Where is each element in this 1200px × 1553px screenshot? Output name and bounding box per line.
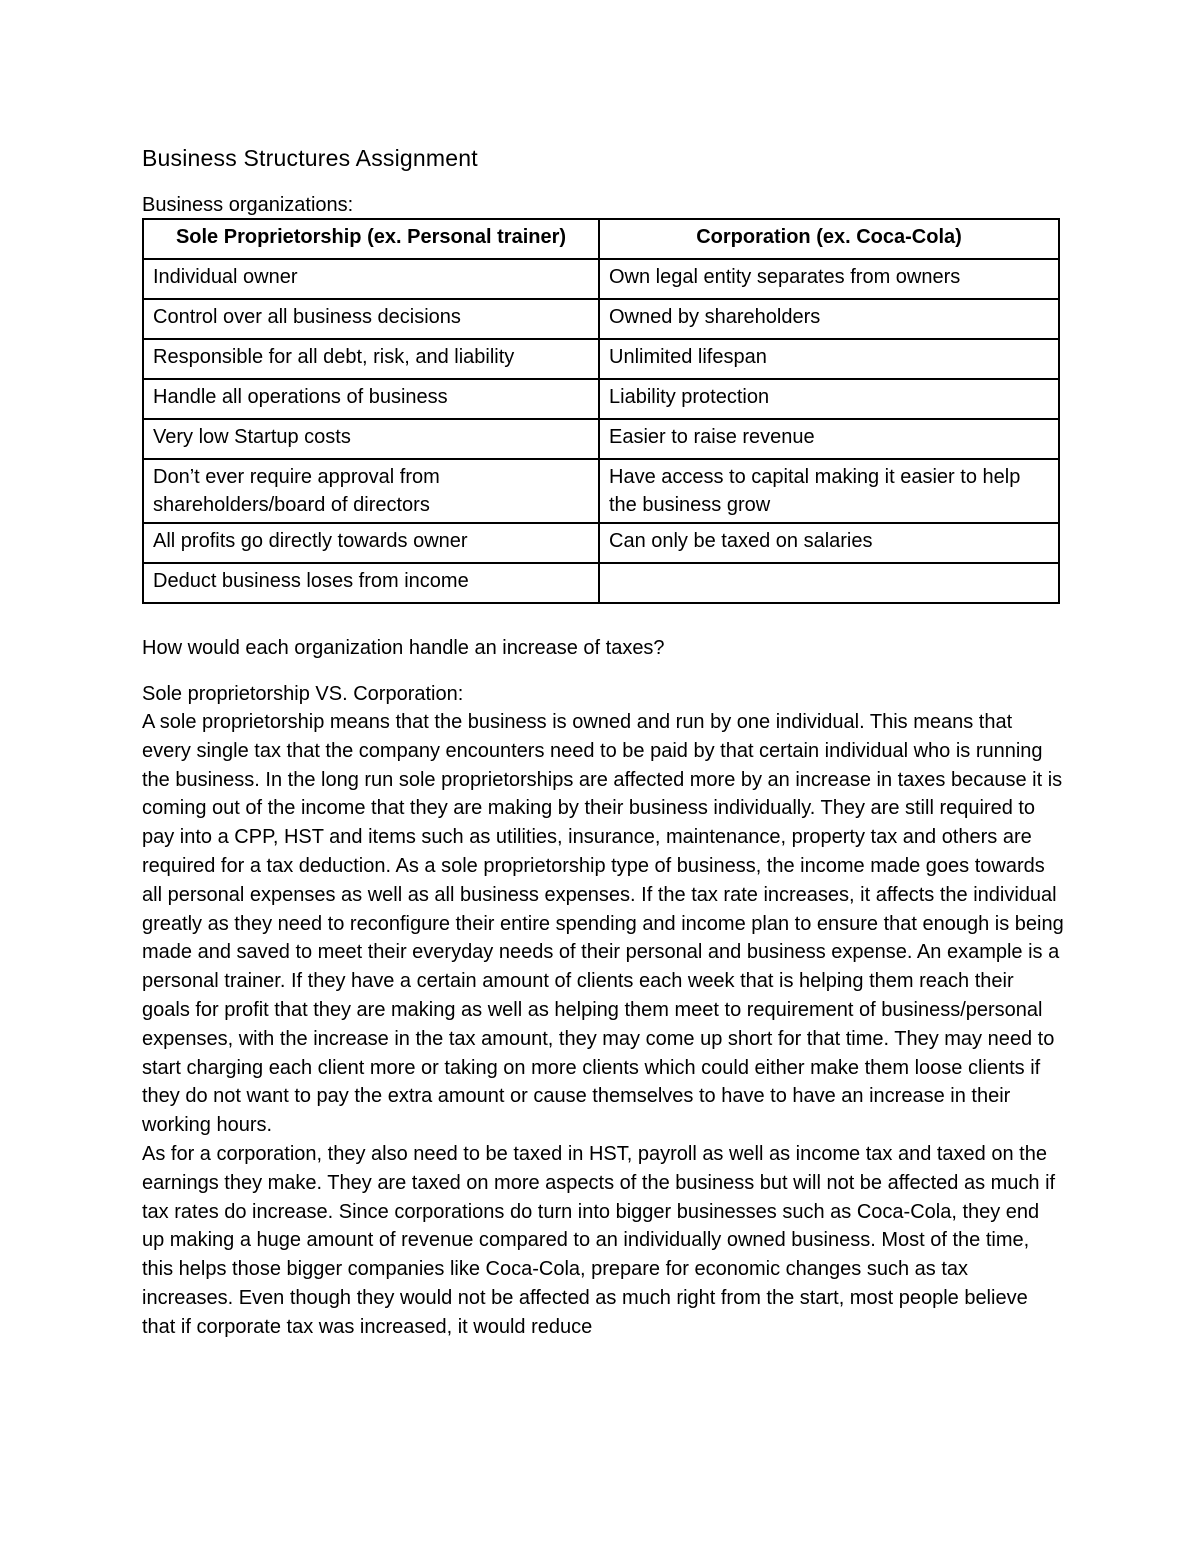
table-row: [143, 459, 1059, 523]
column-header-corporation: Corporation (ex. Coca-Cola): [599, 219, 1059, 259]
table-row: [143, 299, 1059, 339]
table-row: [143, 379, 1059, 419]
table-cell: Owned by shareholders: [599, 299, 1059, 339]
table-cell: Handle all operations of business: [143, 379, 599, 419]
table-cell: Unlimited lifespan: [599, 339, 1059, 379]
section-label: Business organizations:: [142, 194, 354, 216]
table-cell: Very low Startup costs: [143, 419, 599, 459]
table-row: [143, 419, 1059, 459]
comparison-table: [142, 218, 1060, 604]
table-cell: Deduct business loses from income: [143, 563, 599, 603]
table-row: [143, 259, 1059, 299]
comparison-subheading: Sole proprietorship VS. Corporation:: [142, 683, 464, 705]
table-cell: Don’t ever require approval from shareholders/board of directors: [143, 459, 599, 523]
table-header-row: [143, 219, 1059, 259]
column-header-sole-proprietorship: Sole Proprietorship (ex. Personal trainer): [143, 219, 599, 259]
table-cell: Responsible for all debt, risk, and liability: [143, 339, 599, 379]
table-cell: Control over all business decisions: [143, 299, 599, 339]
table-cell: Own legal entity separates from owners: [599, 259, 1059, 299]
paragraph-corporation: As for a corporation, they also need to be taxed in HST, payroll as well as income tax and taxed on the earnings they make. They are taxed on more aspects of the business but will not be affected as much if tax rates do increase. Since corporations do turn into bigger businesses such as Coca-Cola, they end up making a huge amount of revenue compared to an individually owned business. Most of the time, this helps those bigger companies like Coca-Cola, prepare for economic changes such as tax increases. Even though they would not be affected as much right from the start, most people believe that if corporate tax was increased, it would reduce: [142, 1142, 1056, 1338]
table-cell: All profits go directly towards owner: [143, 523, 599, 563]
question-text: How would each organization handle an increase of taxes?: [142, 637, 665, 659]
table-row: [143, 339, 1059, 379]
paragraph-sole-proprietorship: A sole proprietorship means that the business is owned and run by one individual. This means that every single tax that the company encounters need to be paid by that certain individual who is running the business. In the long run sole proprietorships are affected more by an increase in taxes because it is coming out of the income that they are making by their business individually. They are still required to pay into a CPP, HST and items such as utilities, insurance, maintenance, property tax and others are required for a tax deduction. As a sole proprietorship type of business, the income made goes towards all personal expenses as well as all business expenses. If the tax rate increases, it affects the individual greatly as they need to reconfigure their entire spending and income plan to ensure that enough is being made and saved to meet their everyday needs of their personal and business expense. An example is a personal trainer. If they have a certain amount of clients each week that is helping them reach their goals for profit that they are making as well as helping them meet to requirement of business/personal expenses, with the increase in the tax amount, they may come up short for that time. They may need to start charging each client more or taking on more clients which could either make them loose clients if they do not want to pay the extra amount or cause themselves to have to have an increase in their working hours.: [142, 711, 1064, 1137]
table-cell: Liability protection: [599, 379, 1059, 419]
table-cell: Easier to raise revenue: [599, 419, 1059, 459]
table-cell: Have access to capital making it easier to help the business grow: [599, 459, 1059, 523]
document-title: Business Structures Assignment: [142, 145, 478, 171]
table-cell: Individual owner: [143, 259, 599, 299]
table-row: [143, 523, 1059, 563]
table-row: [143, 563, 1059, 603]
document-page: [142, 140, 1064, 1342]
table-cell: Can only be taxed on salaries: [599, 523, 1059, 563]
table-cell: [599, 563, 1059, 603]
